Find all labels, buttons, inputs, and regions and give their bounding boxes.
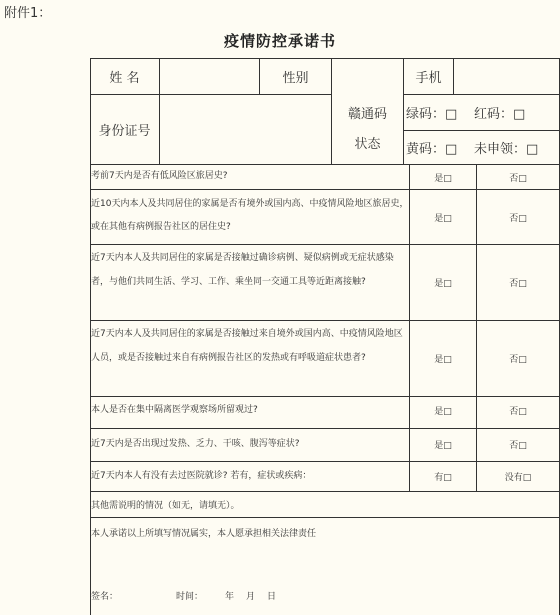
- question-text: 考前7天内是否有低风险区旅居史?: [91, 171, 228, 181]
- table-rule: [90, 461, 560, 462]
- id-label: 身份证号: [98, 124, 151, 139]
- yes-option[interactable]: 是□: [434, 407, 452, 417]
- no-option[interactable]: 否□: [509, 279, 527, 289]
- yes-option[interactable]: 是□: [434, 441, 452, 451]
- question-text: 近10天内本人及共同居住的家属是否有境外或国内高、中疫情风险地区旅居史，或在其他有病例报告社区的居住史?: [91, 199, 409, 232]
- yes-option[interactable]: 是□: [434, 355, 452, 365]
- green-code-checkbox[interactable]: 绿码：□: [406, 107, 458, 122]
- code-label: [332, 95, 403, 164]
- code-label-line-1: 赣通码: [347, 106, 387, 122]
- no-option[interactable]: 否□: [509, 441, 527, 451]
- no-option[interactable]: 否□: [509, 214, 527, 224]
- question-text: 近7天内本人及共同居住的家属是否接触过确诊病例、疑似病例或无症状感染者，与他们共同生活、学习、工作、乘坐同一交通工具等近距离接触?: [91, 253, 394, 287]
- question-text: 近7天内是否出现过发热、乏力、干咳、腹泻等症状?: [91, 439, 300, 449]
- other-info-label: 其他需说明的情况（如无，请填无）。: [91, 501, 240, 511]
- no-option[interactable]: 没有□: [504, 473, 532, 483]
- table-rule: [90, 491, 560, 492]
- yellow-code-checkbox[interactable]: 黄码：□: [406, 142, 458, 157]
- question-text: 本人是否在集中隔离医学观察场所留观过?: [91, 405, 258, 415]
- question-text: 近7天内本人有没有去过医院就诊? 若有，症状或疾病：: [91, 471, 312, 481]
- no-option[interactable]: 否□: [509, 407, 527, 417]
- name-label: 姓 名: [109, 70, 140, 86]
- id-field[interactable]: [160, 95, 331, 164]
- yes-option[interactable]: 是□: [434, 214, 452, 224]
- no-option[interactable]: 否□: [509, 174, 527, 184]
- time-label: 时间：: [176, 592, 204, 602]
- table-rule: [90, 517, 560, 518]
- unclaimed-checkbox[interactable]: 未申领：□: [474, 142, 539, 157]
- table-rule: [90, 189, 560, 190]
- day-label: 日: [267, 592, 277, 602]
- year-label: 年: [225, 592, 235, 602]
- yes-option[interactable]: 有□: [434, 473, 452, 483]
- yes-option[interactable]: 是□: [434, 279, 452, 289]
- attachment-label: 附件1：: [4, 6, 52, 21]
- yes-option[interactable]: 是□: [434, 174, 452, 184]
- month-label: 月: [246, 592, 256, 602]
- table-rule: [90, 396, 560, 397]
- no-option[interactable]: 否□: [509, 355, 527, 365]
- code-label-line-2: 状态: [354, 136, 381, 152]
- pledge-text: 本人承诺以上所填写情况属实，本人愿承担相关法律责任: [91, 529, 317, 539]
- phone-label: 手机: [415, 70, 442, 86]
- gender-label: 性别: [282, 70, 309, 86]
- name-field[interactable]: [160, 58, 259, 94]
- question-text: 近7天内本人及共同居住的家属是否接触过来自境外或国内高、中疫情风险地区人员，或是否接触过来自有病例报告社区的发热或有呼吸道症状患者?: [91, 329, 403, 363]
- page-title: 疫情防控承诺书: [223, 32, 336, 50]
- table-rule: [90, 320, 560, 321]
- phone-field[interactable]: [454, 58, 559, 94]
- signature-label: 签名：: [91, 592, 119, 602]
- table-rule: [90, 428, 560, 429]
- red-code-checkbox[interactable]: 红码：□: [474, 107, 526, 122]
- table-rule: [90, 244, 560, 245]
